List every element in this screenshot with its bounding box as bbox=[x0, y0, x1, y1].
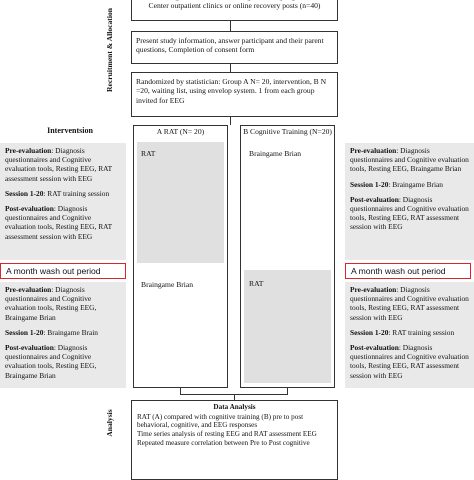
group-b-bottom-label: RAT bbox=[249, 279, 264, 288]
right-post1-title: Post-evaluation bbox=[350, 194, 399, 204]
left-sess1-title: Session 1-20 bbox=[5, 188, 44, 198]
data-analysis-box bbox=[131, 400, 338, 480]
recruitment-allocation-label: Recruitment & Allocation bbox=[105, 8, 114, 92]
group-b-header: B Cognitive Training (N=20) bbox=[243, 127, 332, 136]
left-sess1-text: : RAT training session bbox=[43, 188, 110, 198]
recruit-box: Center outpatient clinics or online recovery posts (n=40) bbox=[131, 0, 338, 21]
right-sess1-title: Session 1-20 bbox=[350, 179, 389, 189]
connector-1 bbox=[230, 21, 231, 31]
left-pre1-text: : Diagnosis questionnaires and Cognitive evaluation tools, Resting EEG, RAT assessment session with EEG bbox=[5, 146, 113, 183]
left-sess2-text: : Braingame Brain bbox=[43, 327, 98, 337]
left-post1-title: Post-evaluation bbox=[5, 204, 54, 214]
right-post2-text: : Diagnosis questionnaires and Cognitive evaluation tools, Resting EEG, RAT assessment session with EEG bbox=[350, 343, 469, 380]
group-b-top-block bbox=[244, 142, 331, 263]
right-panel-bottom bbox=[345, 282, 474, 388]
group-b-top-label: Braingame Brian bbox=[249, 149, 302, 158]
right-pre2-text: : Diagnosis questionnaires and Cognitive evaluation tools, Resting EEG, RAT assessment session with EEG bbox=[350, 285, 469, 322]
left-panel-top bbox=[0, 143, 126, 260]
right-sess2-title: Session 1-20 bbox=[350, 327, 389, 337]
left-sess2-title: Session 1-20 bbox=[5, 327, 44, 337]
right-post1-text: : Diagnosis questionnaires and Cognitive evaluation tools, Resting EEG, RAT assessment session with EEG bbox=[350, 194, 469, 232]
right-panel-top bbox=[345, 143, 474, 260]
left-post1-text: : Diagnosis questionnaires and Cognitive evaluation tools, Resting EEG, RAT assessment session with EEG bbox=[5, 204, 113, 241]
right-pre1-title: Pre-evaluation bbox=[350, 146, 397, 155]
group-a-header: A RAT (N= 20) bbox=[156, 127, 205, 136]
group-a-bottom-label: Braingame Brian bbox=[141, 280, 194, 289]
analysis-label: Analysis bbox=[105, 409, 114, 437]
left-pre2-text: : Diagnosis questionnaires and Cognitive evaluation tools, Resting EEG, Braingame Brian bbox=[5, 285, 97, 322]
randomized-box: Randomized by statistician: Group A N= 20, intervention, B N =20, waiting list, using envelop system. 1 from each group invited for EEG bbox=[131, 72, 338, 117]
right-pre2-title: Pre-evaluation bbox=[350, 285, 397, 294]
present-info-box: Present study information, answer participant and their parent questions, Completion of consent form bbox=[131, 31, 338, 64]
left-post2-title: Post-evaluation bbox=[5, 343, 54, 353]
washout-box-left: A month wash out period bbox=[0, 263, 126, 279]
left-pre1-title: Pre-evaluation bbox=[5, 146, 52, 155]
intervention-label: Interventsion bbox=[47, 126, 93, 135]
right-sess1-text: : Braingame Brian bbox=[388, 179, 443, 189]
analysis-title: Data Analysis bbox=[213, 403, 256, 411]
connector-3 bbox=[230, 117, 231, 125]
analysis-line-2: Time series analysis of resting EEG and RAT assessment EEG bbox=[137, 430, 317, 439]
analysis-line-3: Repeated measure correlation between Pre to Post cognitive bbox=[137, 438, 310, 447]
right-pre1-text: : Diagnosis questionnaires and Cognitive evaluation tools, Resting EEG, Braingame Brian bbox=[350, 146, 469, 174]
washout-box-right: A month wash out period bbox=[345, 263, 471, 279]
analysis-line-1: RAT (A) compared with cognitive training (B) pre to post behavioral, cognitive, and EEG responses bbox=[137, 412, 304, 430]
left-panel-bottom bbox=[0, 282, 126, 388]
connector-2 bbox=[230, 64, 231, 72]
group-a-top-label: RAT bbox=[141, 149, 156, 158]
right-post2-title: Post-evaluation bbox=[350, 343, 399, 353]
right-sess2-text: : RAT training session bbox=[388, 327, 455, 337]
left-post2-text: : Diagnosis questionnaires and Cognitive evaluation tools, Resting EEG, Braingame Brian bbox=[5, 343, 97, 380]
left-pre2-title: Pre-evaluation bbox=[5, 285, 52, 294]
group-a-top-block bbox=[137, 142, 224, 263]
